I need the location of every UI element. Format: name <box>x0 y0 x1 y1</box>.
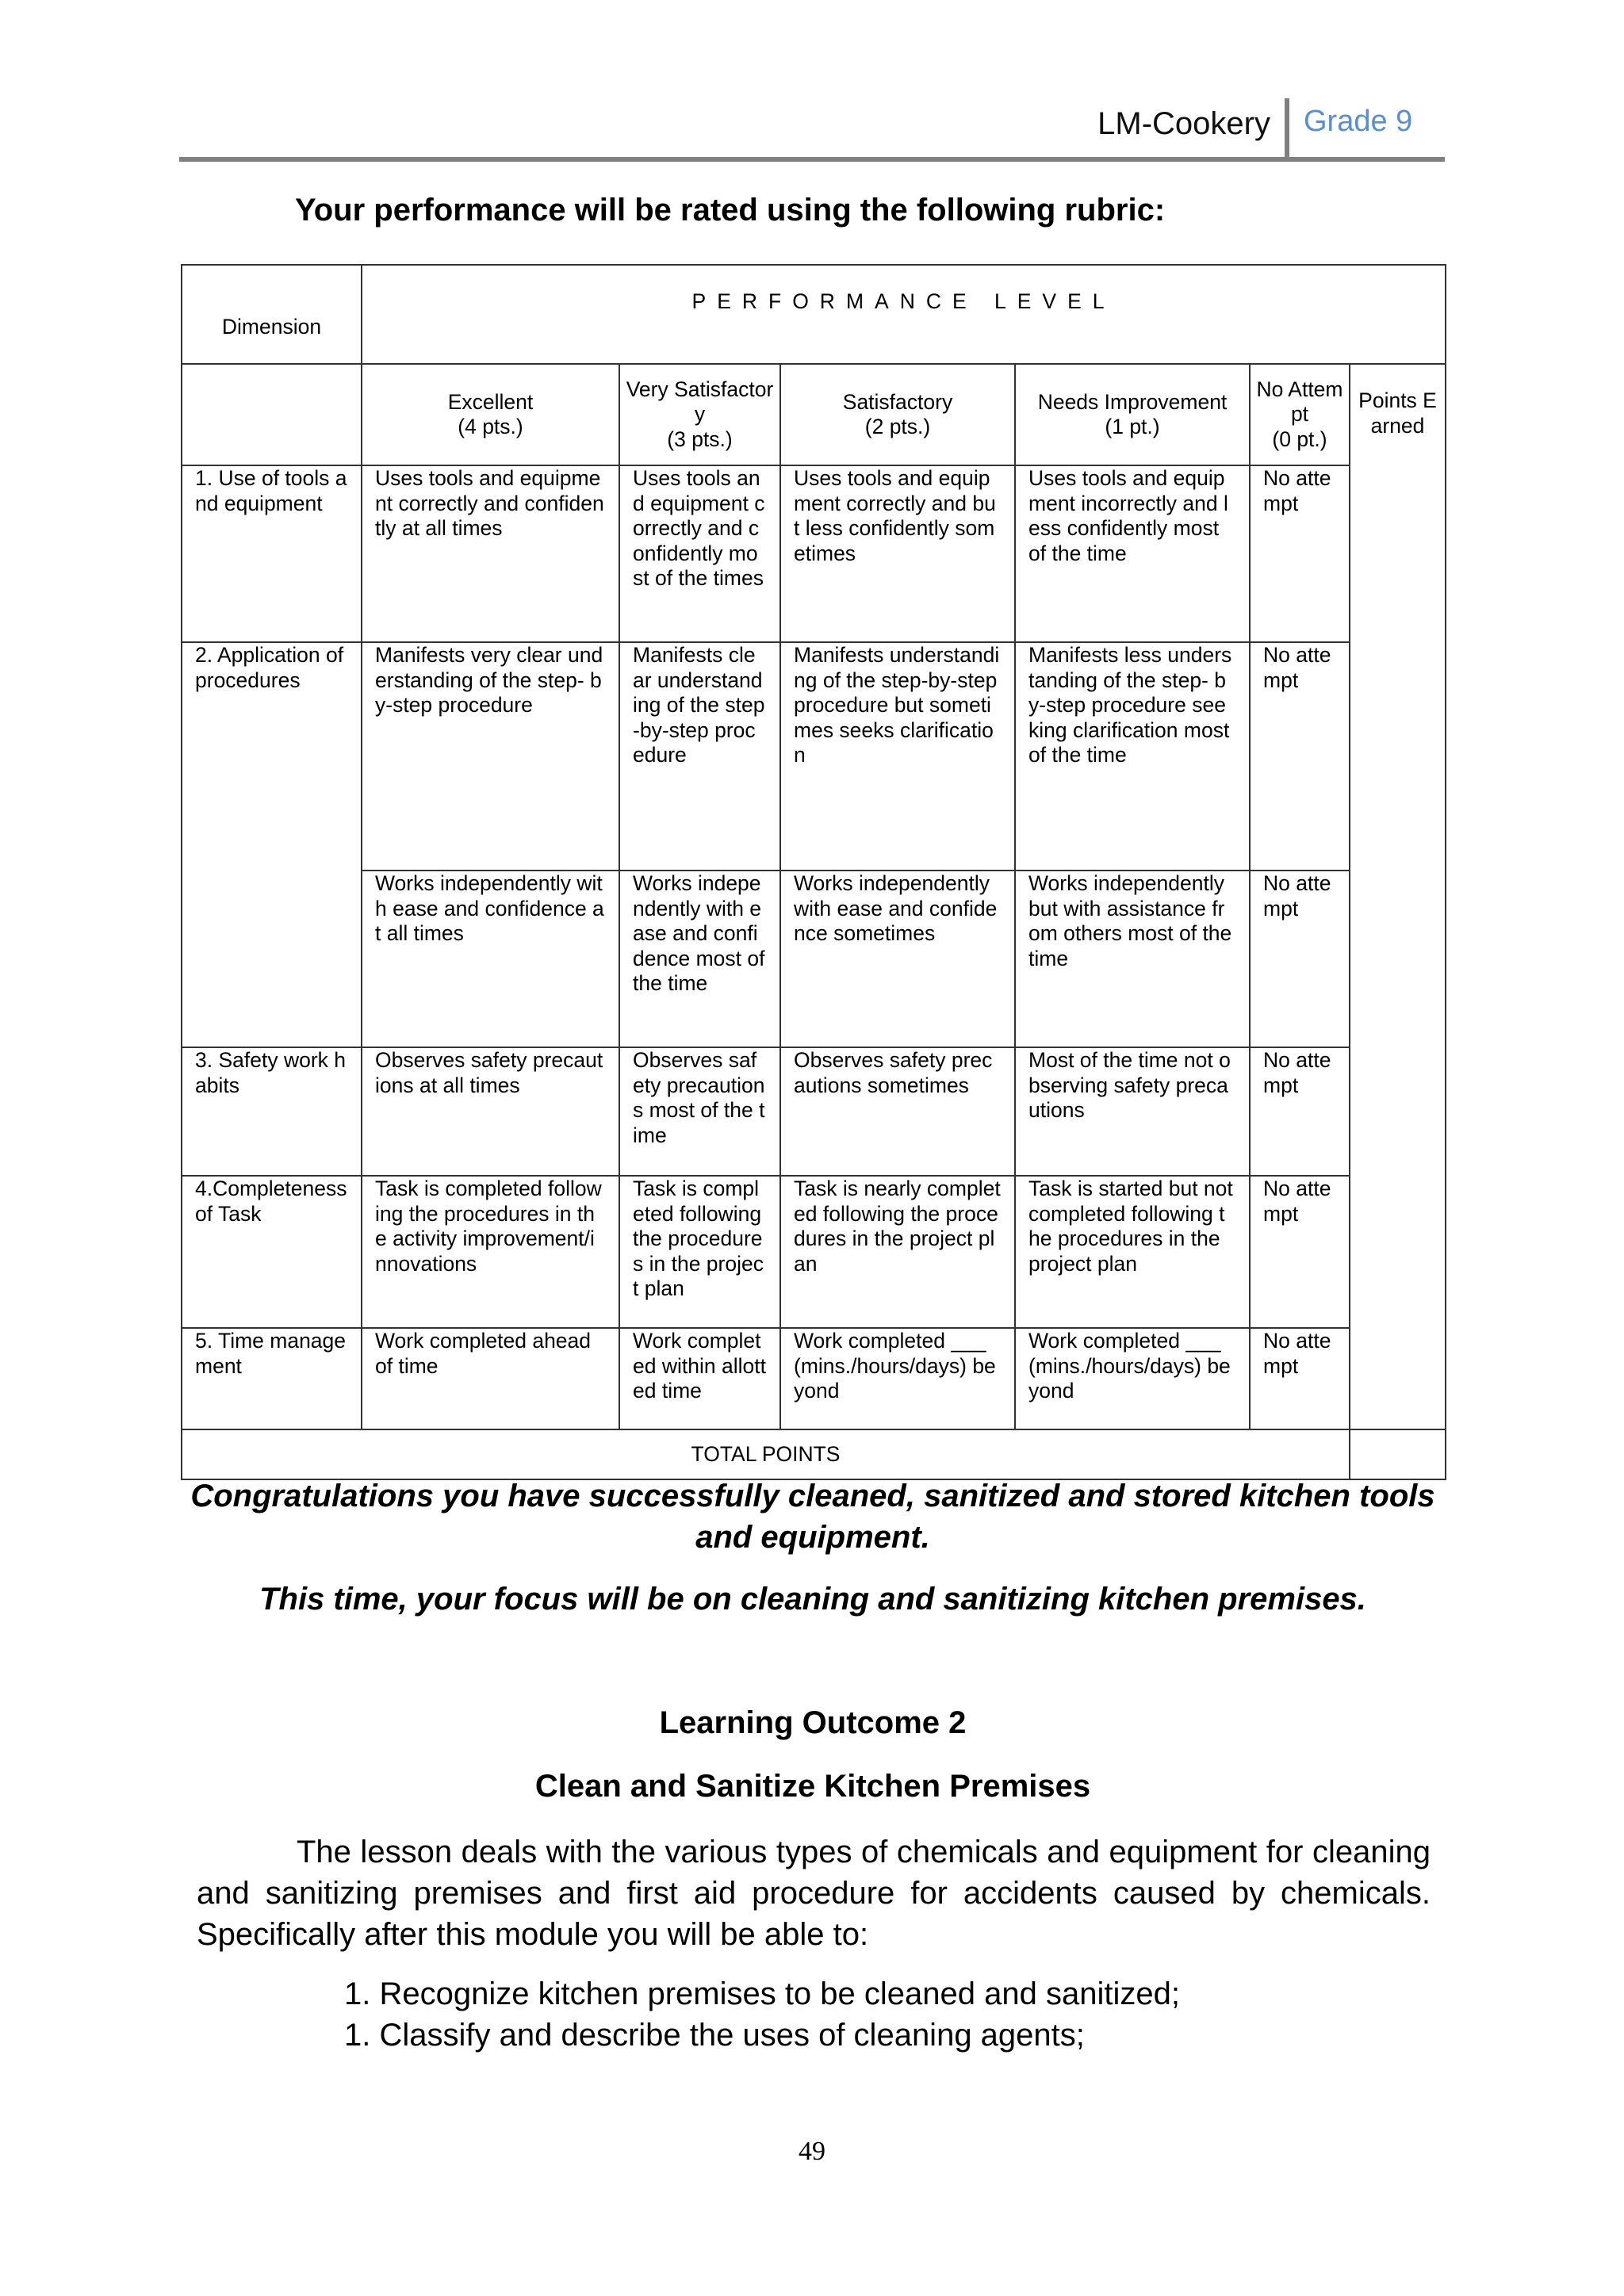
level-header-satisfactory <box>780 364 1015 465</box>
criteria-cell-needs-improvement: Work completed ___(mins./hours/days) beyond <box>1015 1328 1250 1429</box>
total-points-value <box>1350 1429 1446 1479</box>
performance-level-header: PERFORMANCE LEVEL <box>362 265 1446 364</box>
page-number: 49 <box>799 2137 825 2166</box>
header-rule <box>179 157 1445 162</box>
criteria-cell-no-attempt: No attempt <box>1250 871 1350 1047</box>
objective-item: 1. Recognize kitchen premises to be cleaned and sanitized; <box>344 1976 1180 2011</box>
objective-item: 1. Classify and describe the uses of cleaning agents; <box>344 2018 1085 2053</box>
criteria-cell-satisfactory: Works independently with ease and confidence sometimes <box>780 871 1015 1047</box>
criteria-cell-excellent: Uses tools and equipment correctly and confidently at all times <box>362 465 619 642</box>
rubric-header-row-2 <box>182 364 1446 465</box>
total-points-label: TOTAL POINTS <box>182 1429 1350 1479</box>
criteria-cell-excellent: Works independently with ease and confidence at all times <box>362 871 619 1047</box>
rubric-header-row-1 <box>182 265 1446 364</box>
level-points: (0 pt.) <box>1272 427 1327 451</box>
criteria-cell-satisfactory: Observes safety precautions sometimes <box>780 1047 1015 1176</box>
dimension-header: Dimension <box>182 265 362 364</box>
criteria-cell-needs-improvement: Manifests less understanding of the step- by-step procedure seeking clarification most of the time <box>1015 642 1250 871</box>
lesson-paragraph: The lesson deals with the various types of chemicals and equipment for cleaning and sanitizing premises and first aid procedure for accidents caused by chemicals. Specifically after this module you will be able to: <box>197 1835 1431 1952</box>
level-name: Needs Improvement <box>1037 389 1228 414</box>
level-header-no-attempt <box>1250 364 1350 465</box>
header-blank-cell <box>182 364 362 465</box>
level-points: (1 pt.) <box>1105 415 1160 438</box>
rubric-intro-title: Your performance will be rated using the following rubric: <box>295 193 1166 228</box>
criteria-cell-no-attempt: No attempt <box>1250 642 1350 871</box>
header-divider <box>1285 98 1289 157</box>
criteria-cell-excellent: Task is completed following the procedures in the activity improvement/innovations <box>362 1176 619 1328</box>
level-header-excellent <box>362 364 619 465</box>
rubric-row-completeness <box>182 1176 1446 1328</box>
rubric-total-row <box>182 1429 1446 1479</box>
rubric-row-time <box>182 1328 1446 1429</box>
level-points: (2 pts.) <box>864 415 931 438</box>
criteria-cell-satisfactory: Task is nearly completed following the procedures in the project plan <box>780 1176 1015 1328</box>
learning-outcome-title: Clean and Sanitize Kitchen Premises <box>534 1769 1091 1804</box>
criteria-cell-very-satisfactory: Observes safety precautions most of the time <box>619 1047 780 1176</box>
criteria-cell-no-attempt: No attempt <box>1250 1047 1350 1176</box>
criteria-cell-satisfactory: Uses tools and equipment correctly and but less confidently sometimes <box>780 465 1015 642</box>
header-grade: Grade 9 <box>1304 105 1413 138</box>
header-subject: LM-Cookery <box>1097 106 1270 141</box>
level-name: Satisfactory <box>842 389 953 414</box>
level-name: Very Satisfactory <box>626 377 774 427</box>
criteria-cell-excellent: Manifests very clear understanding of the step- by-step procedure <box>362 642 619 871</box>
level-points: (3 pts.) <box>667 427 733 451</box>
rubric-row-independence <box>182 871 1446 1047</box>
rubric-table <box>181 264 1446 1480</box>
level-header-needs-improvement <box>1015 364 1250 465</box>
criteria-cell-no-attempt: No attempt <box>1250 465 1350 642</box>
criteria-cell-needs-improvement: Uses tools and equipment incorrectly and less confidently most of the time <box>1015 465 1250 642</box>
level-header-very-satisfactory <box>619 364 780 465</box>
dimension-cell: 3. Safety work habits <box>182 1047 362 1176</box>
level-points: (4 pts.) <box>458 415 523 438</box>
criteria-cell-satisfactory: Manifests understanding of the step-by-step procedure but sometimes seeks clarification <box>780 642 1015 871</box>
rubric-row-procedures <box>182 642 1446 871</box>
rubric-row-safety <box>182 1047 1446 1176</box>
criteria-cell-needs-improvement: Works independently but with assistance from others most of the time <box>1015 871 1250 1047</box>
page-header <box>179 94 1445 162</box>
points-earned-column <box>1350 364 1446 1429</box>
criteria-cell-needs-improvement: Task is started but not completed following the procedures in the project plan <box>1015 1176 1250 1328</box>
criteria-cell-no-attempt: No attempt <box>1250 1328 1350 1429</box>
criteria-cell-very-satisfactory: Uses tools and equipment correctly and confidently most of the times <box>619 465 780 642</box>
criteria-cell-excellent: Observes safety precautions at all times <box>362 1047 619 1176</box>
congratulations-text: Congratulations you have successfully cleaned, sanitized and stored kitchen tools and equipment. <box>190 1479 1435 1555</box>
dimension-cell: 4.Completeness of Task <box>182 1176 362 1328</box>
criteria-cell-very-satisfactory: Manifests clear understanding of the step-by-step procedure <box>619 642 780 871</box>
learning-outcome-heading: Learning Outcome 2 <box>659 1705 967 1740</box>
dimension-cell: 5. Time management <box>182 1328 362 1429</box>
level-name: Excellent <box>447 389 534 414</box>
dimension-cell: 1. Use of tools and equipment <box>182 465 362 642</box>
criteria-cell-no-attempt: No attempt <box>1250 1176 1350 1328</box>
focus-text: This time, your focus will be on cleaning and sanitizing kitchen premises. <box>259 1582 1366 1617</box>
criteria-cell-very-satisfactory: Task is completed following the procedures in the project plan <box>619 1176 780 1328</box>
criteria-cell-very-satisfactory: Work completed within allotted time <box>619 1328 780 1429</box>
criteria-cell-needs-improvement: Most of the time not observing safety precautions <box>1015 1047 1250 1176</box>
criteria-cell-excellent: Work completed ahead of time <box>362 1328 619 1429</box>
dimension-cell: 2. Application of procedures <box>182 642 362 1047</box>
rubric-row-tools <box>182 465 1446 642</box>
level-name: No Attempt <box>1256 377 1343 427</box>
criteria-cell-satisfactory: Work completed ___(mins./hours/days) beyond <box>780 1328 1015 1429</box>
points-earned-header: Points Earned <box>1358 388 1437 438</box>
criteria-cell-very-satisfactory: Works independently with ease and confidence most of the time <box>619 871 780 1047</box>
